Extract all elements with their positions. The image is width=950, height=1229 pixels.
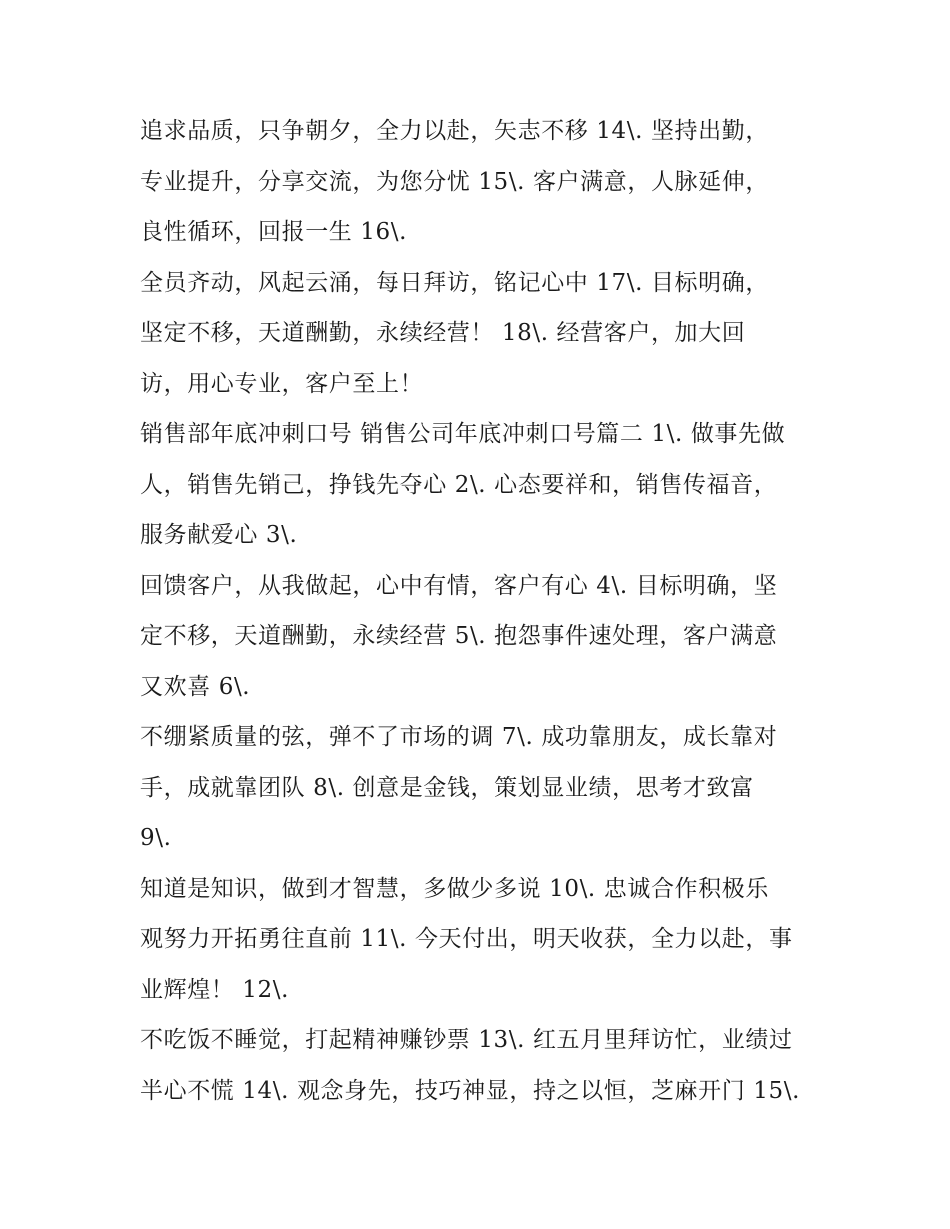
text-line: 人，销售先销己，挣钱先夺心 2\. 心态要祥和，销售传福音， <box>140 471 778 498</box>
text-line: 观努力开拓勇往直前 11\. 今天付出，明天收获，全力以赴，事 <box>140 926 793 952</box>
text-line: 半心不慌 14\. 观念身先，技巧神显，持之以恒，芝麻开门 15\. <box>140 1077 800 1104</box>
text-line: 坚定不移，天道酬勤，永续经营！ 18\. 经营客户，加大回 <box>140 320 746 346</box>
text-line: 知道是知识，做到才智慧，多做少多说 10\. 忠诚合作积极乐 <box>140 875 769 902</box>
text-line: 业辉煌！ 12\. <box>140 976 290 1003</box>
text-line: 良性循环，回报一生 16\. <box>140 219 408 245</box>
text-line: 不绷紧质量的弦，弹不了市场的调 7\. 成功靠朋友，成长靠对 <box>140 724 778 750</box>
text-line: 不吃饭不睡觉，打起精神赚钞票 13\. 红五月里拜访忙，业绩过 <box>140 1027 793 1053</box>
text-line: 追求品质，只争朝夕，全力以赴，矢志不移 14\. 坚持出勤， <box>140 118 769 144</box>
text-line: 服务献爱心 3\. <box>140 522 298 548</box>
text-line: 全员齐动，风起云涌，每日拜访，铭记心中 17\. 目标明确， <box>140 269 769 296</box>
text-line: 手，成就靠团队 8\. 创意是金钱，策划显业绩，思考才致富 <box>140 774 754 801</box>
text-line: 又欢喜 6\. <box>140 673 251 700</box>
text-line: 9\. <box>140 825 172 851</box>
text-line: 访，用心专业，客户至上！ <box>140 370 424 397</box>
text-line: 专业提升，分享交流，为您分忧 15\. 客户满意，人脉延伸， <box>140 168 769 195</box>
text-line: 销售部年底冲刺口号 销售公司年底冲刺口号篇二 1\. 做事先做 <box>140 421 786 447</box>
document-body <box>140 106 820 1116</box>
text-line: 定不移，天道酬勤，永续经营 5\. 抱怨事件速处理，客户满意 <box>140 623 778 649</box>
text-line: 回馈客户，从我做起，心中有情，客户有心 4\. 目标明确，坚 <box>140 572 778 599</box>
